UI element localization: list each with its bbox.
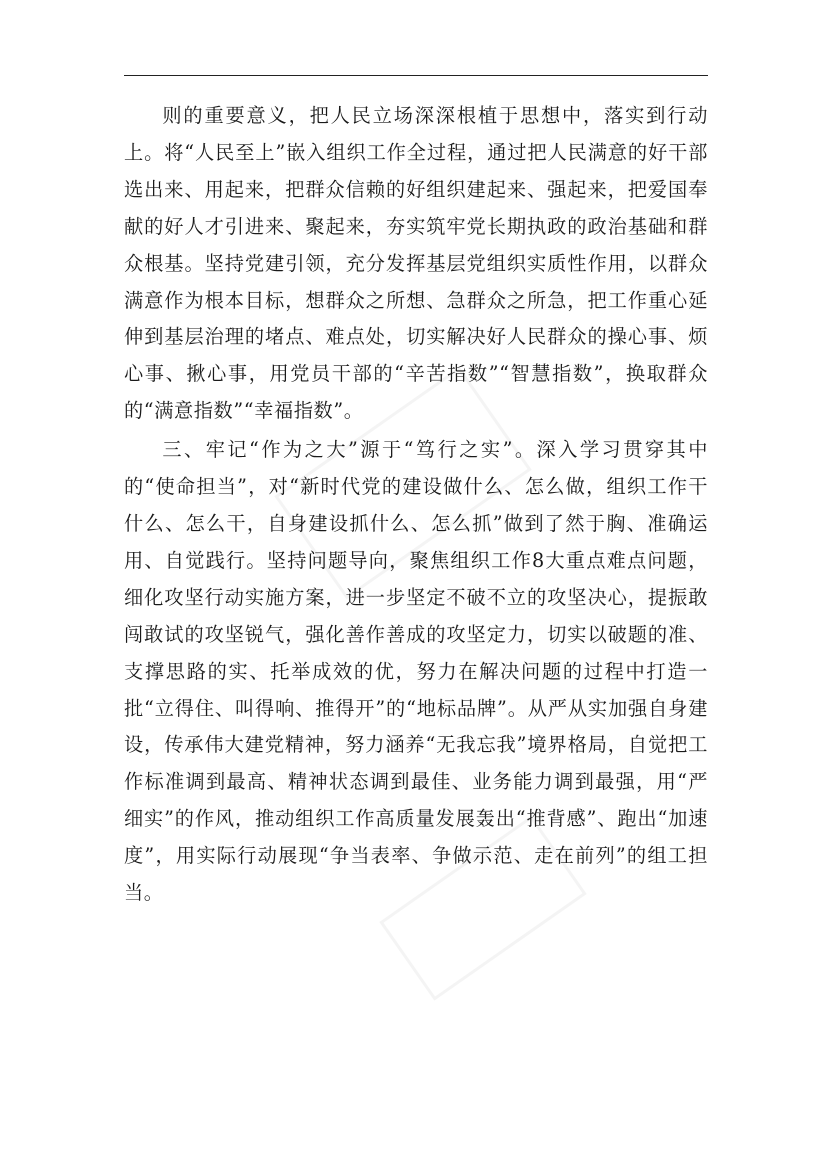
body-paragraph-1: 则的重要意义，把人民立场深深根植于思想中，落实到行动上。将“人民至上”嵌入组织工作全过程，通过把人民满意的好干部选出来、用起来，把群众信赖的好组织建起来、强起来，把爱国奉献的好人才引进来、聚起来，夯实筑牢党长期执政的政治基础和群众根基。坚持党建引领，充分发挥基层党组织实质性作用，以群众满意作为根本目标，想群众之所想、急群众之所急，把工作重心延伸到基层治理的堵点、难点处，切实解决好人民群众的操心事、烦心事、揪心事，用党员干部的“辛苦指数”“智慧指数”，换取群众的“满意指数”“幸福指数”。 xyxy=(124,104,708,423)
header-rule xyxy=(124,75,708,76)
body-paragraph-2: 三、牢记“作为之大”源于“笃行之实”。深入学习贯穿其中的“使命担当”，对“新时代党的建设做什么、怎么做，组织工作干什么、怎么干，自身建设抓什么、怎么抓”做到了然于胸、准确运用、自觉践行。坚持问题导向，聚焦组织工作8大重点难点问题，细化攻坚行动实施方案，进一步坚定不破不立的攻坚决心，提振敢闯敢试的攻坚锐气，强化善作善成的攻坚定力，切实以破题的准、支撑思路的实、托举成效的优，努力在解决问题的过程中打造一批“立得住、叫得响、推得开”的“地标品牌”。从严从实加强自身建设，传承伟大建党精神，努力涵养“无我忘我”境界格局，自觉把工作标准调到最高、精神状态调到最佳、业务能力调到最强，用“严细实”的作风，推动组织工作高质量发展轰出“推背感”、跑出“加速度”，用实际行动展现“争当表率、争做示范、走在前列”的组工担当。 xyxy=(124,438,708,905)
document-body xyxy=(124,98,708,914)
